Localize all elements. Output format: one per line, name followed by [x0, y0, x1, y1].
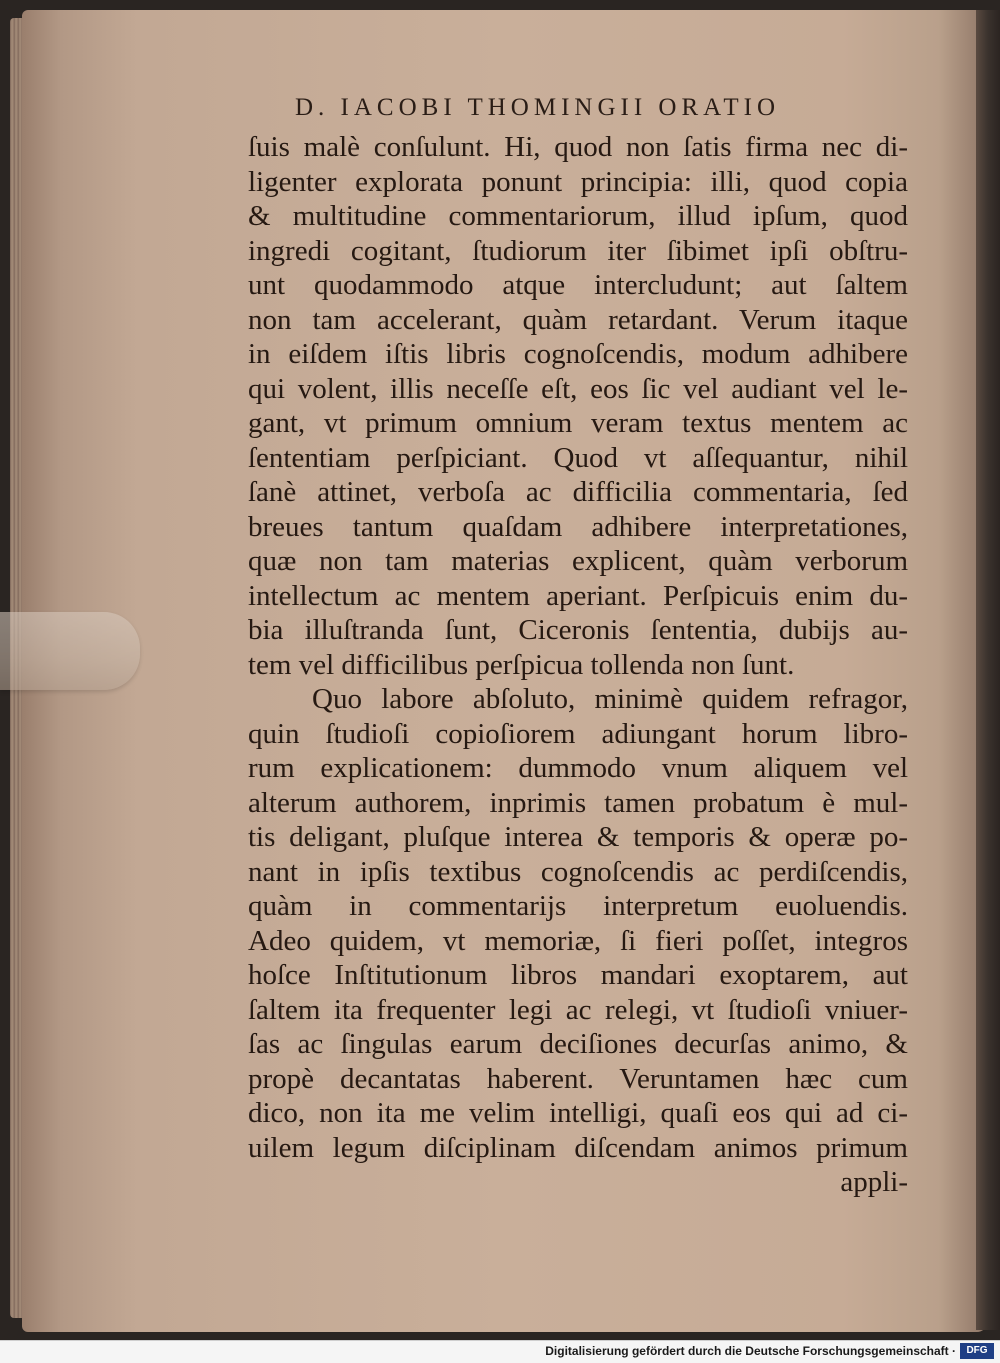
text-line: tis deligant, pluſque interea & temporis & operæ po-	[248, 821, 908, 853]
text-line: nant in ipſis textibus cognoſcendis ac perdiſcendis,	[248, 855, 908, 888]
footer-bar	[0, 1340, 1000, 1363]
text-line: alterum authorem, inprimis tamen probatum è mul-	[248, 786, 908, 819]
text-line: propè decantatas haberent. Veruntamen hæc cum	[248, 1062, 908, 1095]
text-line: in eiſdem iſtis libris cognoſcendis, modum adhibere	[248, 338, 908, 370]
funding-credit: Digitalisierung gefördert durch die Deutsche Forschungsgemeinschaft ·	[545, 1344, 956, 1358]
text-line: & multitudine commentariorum, illud ipſum, quod	[248, 200, 908, 232]
text-line: breues tantum quaſdam adhibere interpretationes,	[248, 510, 908, 543]
text-line: bia illuſtranda ſunt, Ciceronis ſententia, dubijs au-	[248, 614, 908, 646]
bookmark-tab	[0, 612, 140, 690]
text-line: uilem legum diſciplinam diſcendam animos primum	[248, 1131, 908, 1164]
text-line: quàm in commentarijs interpretum euoluendis.	[248, 890, 908, 922]
text-line: ſaltem ita frequenter legi ac relegi, vt ſtudioſi vniuer-	[248, 993, 908, 1026]
text-line: tem vel difficilibus perſpicua tollenda non ſunt.	[248, 648, 795, 681]
text-line: quin ſtudioſi copioſiorem adiungant horum libro-	[248, 717, 908, 750]
text-line: ſanè attinet, verboſa ac difficilia commentaria, ſed	[248, 476, 908, 508]
text-line: qui volent, illis neceſſe eſt, eos ſic vel audiant vel le-	[248, 372, 908, 405]
text-line: hoſce Inſtitutionum libros mandari exoptarem, aut	[248, 959, 908, 991]
text-line: rum explicationem: dummodo vnum aliquem vel	[248, 752, 908, 784]
text-line: ſententiam perſpiciant. Quod vt aſſequantur, nihil	[248, 441, 908, 474]
text-line: ſas ac ſingulas earum deciſiones decurſas animo, &	[248, 1028, 908, 1060]
text-line: ingredi cogitant, ſtudiorum iter ſibimet ipſi obſtru-	[248, 234, 908, 267]
book-edge-right	[976, 10, 1000, 1330]
catchword: appli-	[840, 1166, 908, 1198]
text-line: unt quodammodo atque intercludunt; aut ſaltem	[248, 269, 908, 301]
body-text	[248, 130, 908, 1200]
text-line: dico, non ita me velim intelligi, quaſi eos qui ad ci-	[248, 1097, 908, 1129]
running-head: D. IACOBI THOMINGII ORATIO	[295, 94, 781, 121]
text-line: ſuis malè conſulunt. Hi, quod non ſatis firma nec di-	[248, 131, 908, 163]
text-line: Adeo quidem, vt memoriæ, ſi fieri poſſet, integros	[248, 924, 908, 957]
text-line: Quo labore abſoluto, minimè quidem refragor,	[312, 683, 908, 715]
text-line: non tam accelerant, quàm retardant. Verum itaque	[248, 303, 908, 336]
text-line: intellectum ac mentem aperiant. Perſpicuis enim du-	[248, 579, 908, 612]
dfg-logo-icon: DFG	[960, 1343, 994, 1359]
text-line: ligenter explorata ponunt principia: illi, quod copia	[248, 165, 908, 198]
text-line: quæ non tam materias explicent, quàm verborum	[248, 545, 908, 577]
text-line: gant, vt primum omnium veram textus mentem ac	[248, 407, 908, 439]
